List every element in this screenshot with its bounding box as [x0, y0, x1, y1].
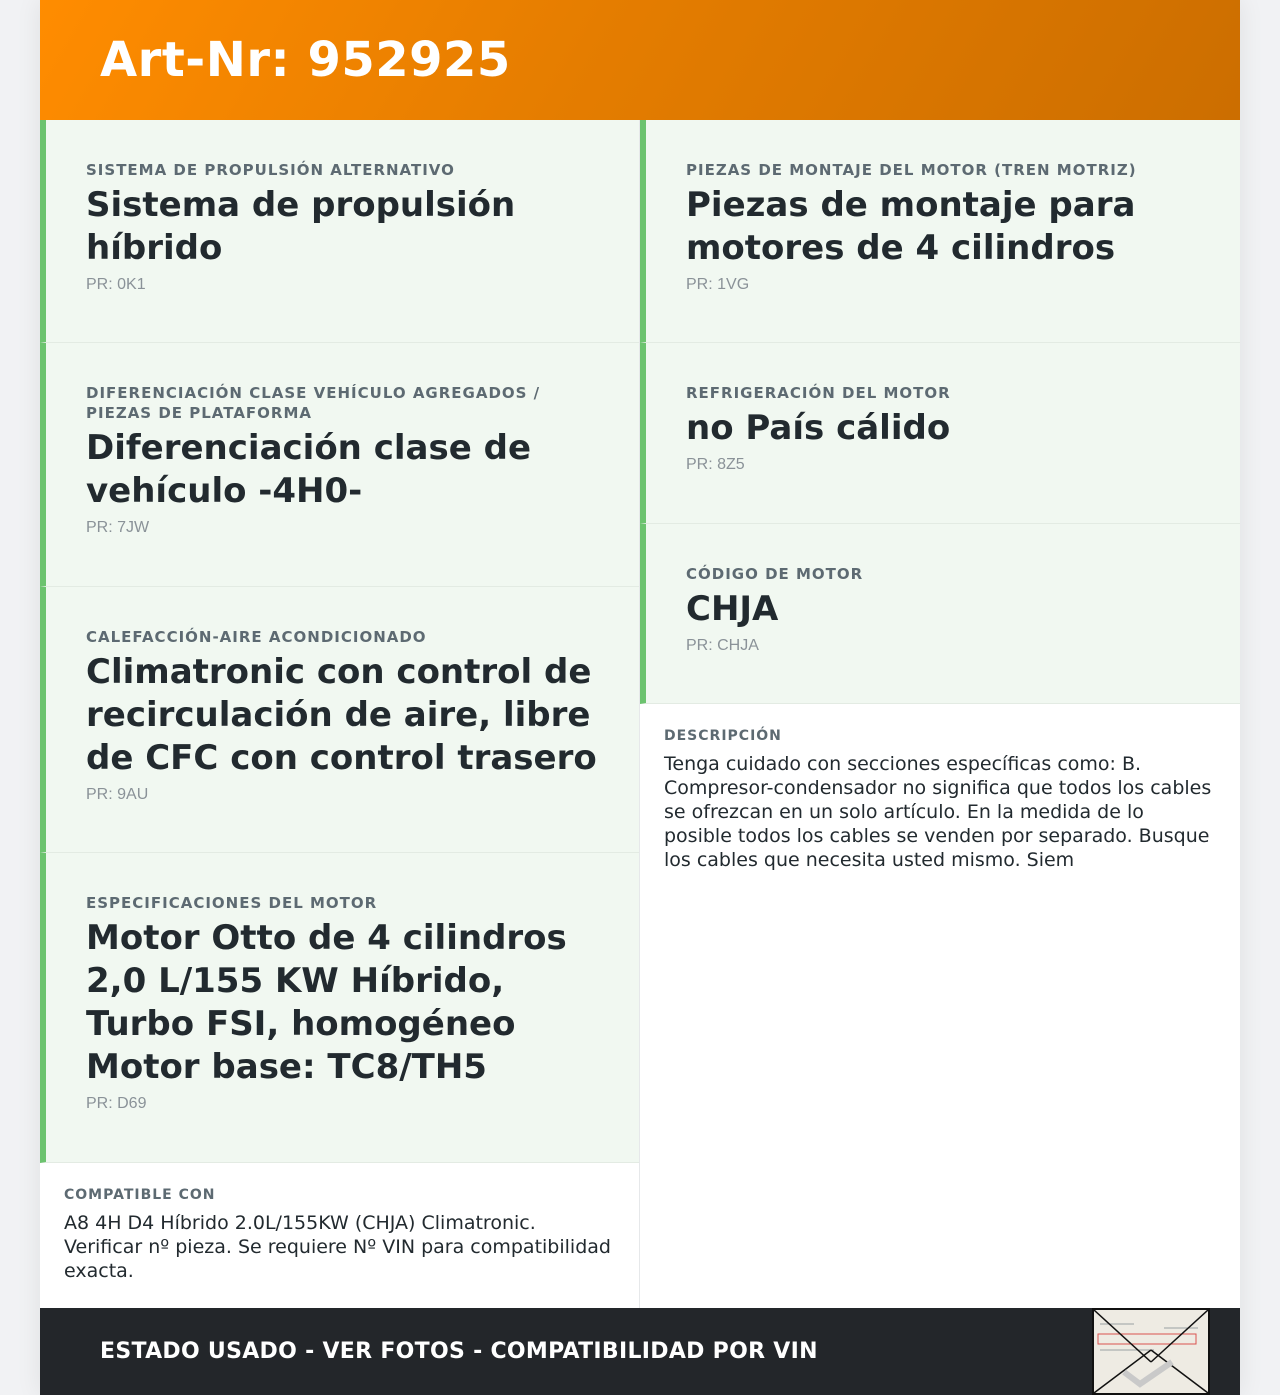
- spec-code: PR: 7JW: [86, 519, 150, 536]
- spec-card-vehicle-class: [40, 343, 639, 587]
- spec-label: CALEFACCIÓN-AIRE ACONDICIONADO: [86, 628, 427, 646]
- spec-code: PR: 1VG: [686, 276, 750, 293]
- spec-code: PR: CHJA: [686, 637, 759, 654]
- article-sheet: [40, 0, 1240, 1395]
- spec-code: PR: 0K1: [86, 276, 146, 293]
- spec-code: PR: 9AU: [86, 786, 149, 803]
- spec-value: Motor Otto de 4 cilindros 2,0 L/155 KW Híbrido, Turbo FSI, homogéneo Motor base: TC8/TH5: [86, 918, 567, 1087]
- spec-card-engine-mounts: [640, 120, 1240, 343]
- spec-card-engine-specs: [40, 853, 639, 1163]
- left-column: [40, 120, 640, 1308]
- spec-columns: [40, 120, 1240, 1308]
- article-header: [40, 0, 1240, 120]
- spec-value: CHJA: [686, 589, 779, 629]
- spec-label: REFRIGERACIÓN DEL MOTOR: [686, 384, 951, 402]
- status-text: ESTADO USADO - VER FOTOS - COMPATIBILIDAD POR VIN: [100, 1339, 818, 1364]
- spec-label: PIEZAS DE MONTAJE DEL MOTOR (TREN MOTRIZ): [686, 161, 1137, 179]
- spec-label: CÓDIGO DE MOTOR: [686, 565, 864, 583]
- spec-label: ESPECIFICACIONES DEL MOTOR: [86, 894, 378, 912]
- spec-value: no País cálido: [686, 408, 951, 448]
- compatible-section: [40, 1163, 639, 1307]
- right-column: [640, 120, 1240, 1308]
- spec-label: DIFERENCIACIÓN CLASE VEHÍCULO AGREGADOS / PIEZAS DE PLATAFORMA: [86, 384, 541, 422]
- spec-value: Sistema de propulsión híbrido: [86, 185, 516, 268]
- spec-card-climate: [40, 587, 639, 853]
- part-label-image: [1094, 1310, 1208, 1393]
- spec-value: Climatronic con control de recirculación de aire, libre de CFC con control trasero: [86, 652, 597, 778]
- spec-code: PR: 8Z5: [686, 456, 745, 473]
- spec-label: SISTEMA DE PROPULSIÓN ALTERNATIVO: [86, 161, 455, 179]
- description-label: DESCRIPCIÓN: [664, 728, 782, 744]
- status-footer: [40, 1308, 1240, 1395]
- part-label-thumbnail[interactable]: [1092, 1308, 1210, 1395]
- spec-card-engine-cooling: [640, 343, 1240, 524]
- description-text: Tenga cuidado con secciones específicas como: B. Compresor-condensador no significa que todos los cables se ofrezcan en un solo artículo. En la medida de lo posible todos los cables se venden por separado. Busque los cables que necesita usted mismo. Siem: [664, 753, 1212, 871]
- compatible-label: COMPATIBLE CON: [64, 1187, 216, 1203]
- spec-value: Diferenciación clase de vehículo -4H0-: [86, 428, 532, 511]
- compatible-text: A8 4H D4 Híbrido 2.0L/155KW (CHJA) Climatronic. Verificar nº pieza. Se requiere Nº VIN para compatibilidad exacta.: [64, 1212, 611, 1282]
- article-number-title: Art-Nr: 952925: [100, 32, 511, 88]
- spec-value: Piezas de montaje para motores de 4 cilindros: [686, 185, 1136, 268]
- spec-card-engine-code: [640, 524, 1240, 704]
- spec-card-propulsion: [40, 120, 639, 343]
- spec-code: PR: D69: [86, 1095, 147, 1112]
- description-section: [640, 704, 1240, 896]
